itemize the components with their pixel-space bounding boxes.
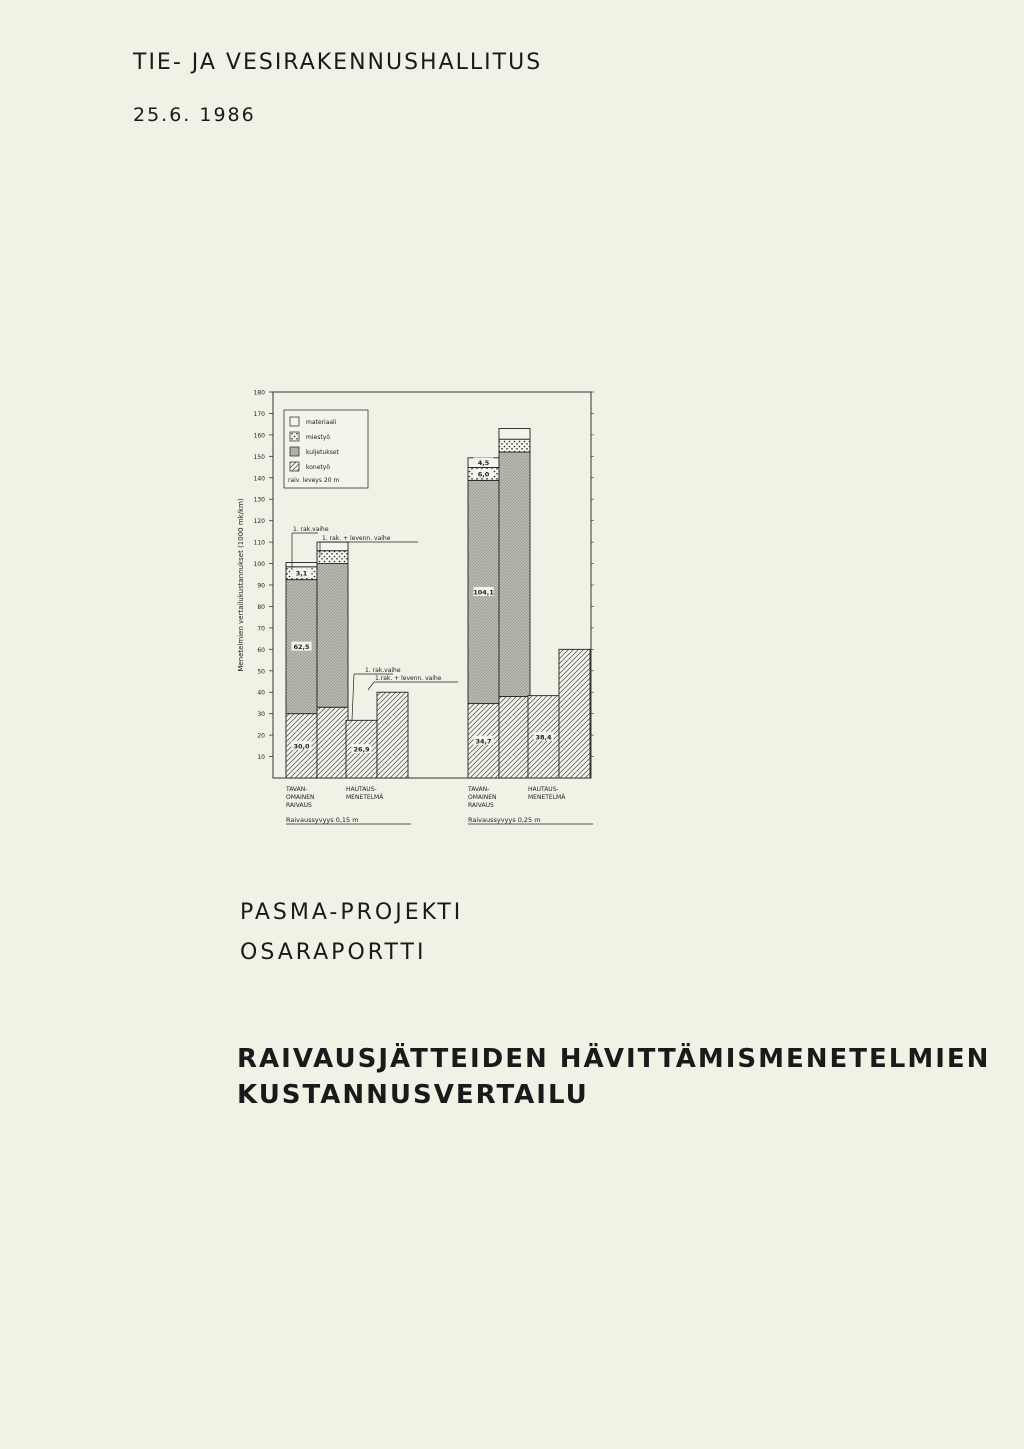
y-tick-label: 100 [253,561,265,569]
group-label: TAVAN- [468,786,490,793]
bar-segment-konetyö [499,697,530,778]
group-label: TAVAN- [286,786,308,793]
legend-label: kuljetukset [306,449,339,456]
stage-annotation: 1. rak.vaihe [293,526,329,533]
legend-label: miestyö [306,434,330,441]
data-label: 4,5 [477,459,490,468]
legend-note: raiv. leveys 20 m [288,477,340,484]
y-tick-label: 140 [253,475,265,483]
group-label: MENETELMÄ [528,794,566,801]
legend-label: materiaali [306,419,337,426]
bar-segment-konetyö [559,649,590,778]
y-tick-label: 30 [257,711,265,719]
organization-name: TIE- JA VESIRAKENNUSHALLITUS [133,50,543,75]
stage-annotation: 1. rak. + levenn. vaihe [322,535,391,542]
y-tick-label: 110 [253,539,265,547]
y-tick-label: 180 [253,389,265,397]
bar-segment-konetyö [317,707,348,778]
legend-swatch [290,462,299,471]
y-tick-label: 160 [253,432,265,440]
stage-annotation: 1.rak. + levenn. vaihe [375,675,442,682]
annotation-leader [352,674,354,720]
bar-segment-materiaali [317,542,348,551]
depth-label: Raivaussyvyys 0,25 m [468,816,541,824]
bar-segment-konetyö [377,692,408,778]
group-label: HAUTAUS- [346,786,377,793]
legend-label: konetyö [306,464,330,471]
y-tick-label: 130 [253,496,265,504]
y-tick-label: 40 [257,689,265,697]
legend-swatch [290,432,299,441]
report-title-line-1: RAIVAUSJÄTTEIDEN HÄVITTÄMISMENETELMIEN [237,1044,991,1074]
y-tick-label: 70 [257,625,265,633]
bar-segment-miestyö [499,439,530,452]
bar-segment-materiaali [286,562,317,566]
y-tick-label: 170 [253,410,265,418]
bar-segment-kuljetukset [499,452,530,696]
group-label: HAUTAUS- [528,786,559,793]
group-label: MENETELMÄ [346,794,384,801]
data-label: 104,1 [473,588,494,597]
y-tick-label: 10 [257,754,265,762]
group-label: RAIVAUS [286,802,312,809]
data-label: 38,4 [535,733,552,742]
bar-segment-miestyö [317,551,348,564]
report-title-line-2: KUSTANNUSVERTAILU [237,1080,589,1110]
y-axis-label: Menetelmien vertailukustannukset (1000 mk/km) [237,498,245,672]
report-type: OSARAPORTTI [240,940,427,965]
legend-swatch [290,447,299,456]
depth-label: Raivaussyvyys 0,15 m [286,816,359,824]
y-tick-label: 90 [257,582,265,590]
group-label: RAIVAUS [468,802,494,809]
document-date: 25.6. 1986 [133,104,256,126]
y-tick-label: 120 [253,518,265,526]
cost-comparison-chart [228,380,608,840]
group-label: OMAINEN [286,794,315,801]
y-tick-label: 60 [257,646,265,654]
y-tick-label: 20 [257,732,265,740]
bar-segment-kuljetukset [317,564,348,708]
y-tick-label: 150 [253,453,265,461]
data-label: 62,5 [293,643,310,652]
bar-segment-materiaali [499,428,530,439]
group-label: OMAINEN [468,794,497,801]
data-label: 30,0 [293,742,310,751]
data-label: 34,7 [475,737,492,746]
report-title [237,1041,990,1113]
y-tick-label: 50 [257,668,265,676]
data-label: 3,1 [295,569,308,578]
project-name: PASMA-PROJEKTI [240,900,464,925]
data-label: 26,9 [353,745,370,754]
data-label: 6,0 [477,470,490,479]
legend-swatch [290,417,299,426]
stage-annotation: 1. rak.vaihe [365,667,401,674]
y-tick-label: 80 [257,603,265,611]
annotation-leader [368,682,374,690]
